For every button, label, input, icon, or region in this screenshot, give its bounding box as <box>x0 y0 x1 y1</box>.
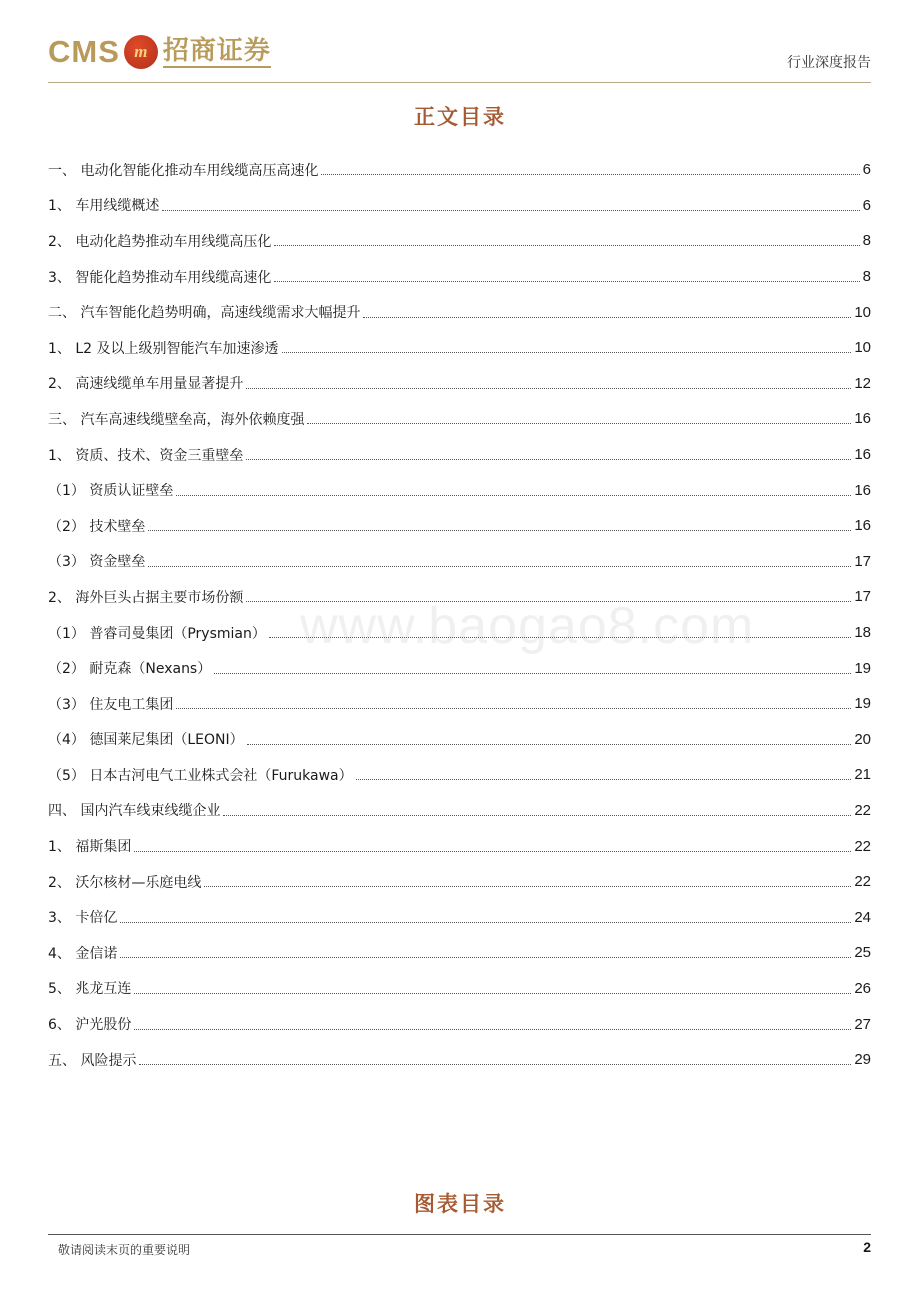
toc-entry-title: 住友电工集团 <box>89 696 174 713</box>
toc-entry-number: 三、 <box>48 411 81 428</box>
toc-leader-dots <box>120 957 851 958</box>
toc-entry-page: 29 <box>854 1051 871 1069</box>
toc-entry[interactable] <box>48 1006 871 1042</box>
toc-entry-number: 2、 <box>48 589 76 606</box>
toc-entry[interactable] <box>48 686 871 722</box>
toc-entry[interactable] <box>48 935 871 971</box>
report-type-label: 行业深度报告 <box>787 55 871 71</box>
toc-entry-title: 高速线缆单车用量显著提升 <box>75 376 244 393</box>
toc-entry-title: 卡倍亿 <box>75 910 118 927</box>
toc-entry[interactable] <box>48 152 871 188</box>
toc-entry-number: （2） <box>48 661 90 678</box>
toc-entry-title: 沃尔核材—乐庭电线 <box>75 874 202 891</box>
toc-entry-number: 3、 <box>48 269 76 286</box>
toc-leader-dots <box>134 1029 851 1030</box>
toc-entry-page: 25 <box>854 944 871 962</box>
toc-entry-page: 19 <box>854 695 871 713</box>
toc-leader-dots <box>246 601 851 602</box>
toc-leader-dots <box>247 744 852 745</box>
toc-entry-number: 四、 <box>48 803 81 820</box>
toc-entry-page: 22 <box>854 873 871 891</box>
figures-heading: 图表目录 <box>414 1191 506 1216</box>
toc-entry-title: 汽车高速线缆壁垒高，海外依赖度强 <box>80 411 305 428</box>
toc-entry-page: 16 <box>854 446 871 464</box>
toc-entry-title: 资质认证壁垒 <box>89 483 174 500</box>
toc-entry[interactable] <box>48 223 871 259</box>
toc-leader-dots <box>269 637 851 638</box>
toc-entry-title: 普睿司曼集团（Prysmian） <box>89 625 266 642</box>
toc-entry-page: 16 <box>854 481 871 499</box>
toc-entry-number: 3、 <box>48 910 76 927</box>
toc-entry-page: 21 <box>854 766 871 784</box>
toc-entry[interactable] <box>48 864 871 900</box>
toc-entry-number: 五、 <box>48 1052 81 1069</box>
toc-entry-number: 2、 <box>48 376 76 393</box>
toc-entry-page: 20 <box>854 730 871 748</box>
toc-entry-title: 资金壁垒 <box>89 554 146 571</box>
toc-entry-number: 5、 <box>48 981 76 998</box>
toc-entry-number: （2） <box>48 518 90 535</box>
table-of-contents <box>48 152 871 1077</box>
toc-entry-title: 兆龙互连 <box>75 981 132 998</box>
toc-entry-page: 8 <box>862 232 871 250</box>
toc-leader-dots <box>274 281 859 282</box>
toc-entry-page: 26 <box>854 979 871 997</box>
toc-leader-dots <box>274 245 859 246</box>
toc-entry[interactable] <box>48 722 871 758</box>
toc-entry[interactable] <box>48 899 871 935</box>
toc-entry-number: （1） <box>48 483 90 500</box>
toc-entry-page: 19 <box>854 659 871 677</box>
toc-entry-title: 车用线缆概述 <box>75 198 160 215</box>
toc-leader-dots <box>214 673 851 674</box>
toc-entry-page: 22 <box>854 801 871 819</box>
toc-entry-page: 24 <box>854 908 871 926</box>
toc-entry-title: 德国莱尼集团（LEONI） <box>89 732 244 749</box>
toc-entry[interactable] <box>48 650 871 686</box>
logo-cms-text: CMS <box>48 34 120 69</box>
toc-entry[interactable] <box>48 401 871 437</box>
toc-leader-dots <box>120 922 851 923</box>
toc-leader-dots <box>148 530 851 531</box>
toc-entry-number: 1、 <box>48 340 76 357</box>
toc-leader-dots <box>176 495 851 496</box>
toc-entry[interactable] <box>48 259 871 295</box>
toc-entry[interactable] <box>48 294 871 330</box>
disclaimer-note: 敬请阅读末页的重要说明 <box>58 1243 191 1257</box>
page-footer <box>48 1234 871 1265</box>
toc-entry-number: 4、 <box>48 945 76 962</box>
toc-entry[interactable] <box>48 828 871 864</box>
toc-entry-page: 22 <box>854 837 871 855</box>
toc-leader-dots <box>139 1064 851 1065</box>
toc-entry-number: （3） <box>48 696 90 713</box>
toc-entry-title: 汽车智能化趋势明确，高速线缆需求大幅提升 <box>80 305 361 322</box>
toc-leader-dots <box>282 352 852 353</box>
toc-entry-title: L2 及以上级别智能汽车加速渗透 <box>75 340 279 357</box>
toc-entry-title: 日本古河电气工业株式会社（Furukawa） <box>89 767 353 784</box>
toc-entry-number: （1） <box>48 625 90 642</box>
toc-entry[interactable] <box>48 330 871 366</box>
toc-entry-number: （5） <box>48 767 90 784</box>
logo-chinese-name: 招商证券 <box>162 36 271 66</box>
toc-entry-page: 8 <box>862 268 871 286</box>
toc-leader-dots <box>162 210 859 211</box>
toc-entry-number: 一、 <box>48 162 81 179</box>
toc-entry-page: 18 <box>854 624 871 642</box>
page-number: 2 <box>863 1239 871 1255</box>
toc-entry[interactable] <box>48 793 871 829</box>
watermark: www.baogao8.com <box>300 597 755 655</box>
toc-entry-page: 17 <box>854 552 871 570</box>
toc-entry-page: 16 <box>854 517 871 535</box>
toc-leader-dots <box>307 423 851 424</box>
toc-leader-dots <box>134 993 851 994</box>
toc-entry-title: 资质、技术、资金三重壁垒 <box>75 447 244 464</box>
company-logo <box>48 34 271 70</box>
toc-entry-title: 耐克森（Nexans） <box>89 661 212 678</box>
toc-entry[interactable] <box>48 508 871 544</box>
toc-entry-page: 10 <box>854 339 871 357</box>
toc-entry-title: 技术壁垒 <box>89 518 146 535</box>
toc-leader-dots <box>363 317 851 318</box>
toc-entry-number: 6、 <box>48 1017 76 1034</box>
toc-entry[interactable] <box>48 366 871 402</box>
toc-leader-dots <box>246 388 851 389</box>
toc-entry-number: 2、 <box>48 233 76 250</box>
toc-entry-number: 1、 <box>48 198 76 215</box>
toc-heading: 正文目录 <box>414 104 506 129</box>
logo-badge-icon: m <box>124 35 158 69</box>
toc-entry[interactable] <box>48 472 871 508</box>
toc-entry[interactable] <box>48 579 871 615</box>
toc-leader-dots <box>223 815 851 816</box>
toc-entry-title: 沪光股份 <box>75 1017 132 1034</box>
toc-leader-dots <box>246 459 851 460</box>
toc-entry-title: 国内汽车线束线缆企业 <box>80 803 221 820</box>
toc-entry-title: 金信诺 <box>75 945 118 962</box>
page-header <box>48 30 871 83</box>
toc-entry[interactable] <box>48 1042 871 1078</box>
toc-entry-number: 1、 <box>48 447 76 464</box>
toc-entry[interactable] <box>48 437 871 473</box>
toc-entry-page: 6 <box>862 161 871 179</box>
toc-entry-number: （3） <box>48 554 90 571</box>
toc-entry[interactable] <box>48 615 871 651</box>
toc-entry-title: 风险提示 <box>80 1052 137 1069</box>
toc-leader-dots <box>321 174 859 175</box>
toc-entry-page: 12 <box>854 374 871 392</box>
toc-entry-page: 6 <box>862 196 871 214</box>
toc-entry[interactable] <box>48 544 871 580</box>
toc-entry-title: 海外巨头占据主要市场份额 <box>75 589 244 606</box>
toc-entry[interactable] <box>48 757 871 793</box>
toc-entry-title: 智能化趋势推动车用线缆高速化 <box>75 269 272 286</box>
toc-entry-title: 福斯集团 <box>75 839 132 856</box>
toc-entry-title: 电动化趋势推动车用线缆高压化 <box>75 233 272 250</box>
toc-entry-number: 2、 <box>48 874 76 891</box>
toc-entry-number: 1、 <box>48 839 76 856</box>
toc-entry[interactable] <box>48 188 871 224</box>
toc-leader-dots <box>176 708 851 709</box>
toc-entry-number: （4） <box>48 732 90 749</box>
toc-leader-dots <box>204 886 851 887</box>
toc-entry-number: 二、 <box>48 305 81 322</box>
toc-entry-page: 10 <box>854 303 871 321</box>
toc-leader-dots <box>356 779 852 780</box>
toc-entry-page: 27 <box>854 1015 871 1033</box>
toc-entry-page: 17 <box>854 588 871 606</box>
toc-entry[interactable] <box>48 971 871 1007</box>
toc-entry-page: 16 <box>854 410 871 428</box>
toc-leader-dots <box>148 566 851 567</box>
toc-leader-dots <box>134 851 851 852</box>
toc-entry-title: 电动化智能化推动车用线缆高压高速化 <box>80 162 319 179</box>
